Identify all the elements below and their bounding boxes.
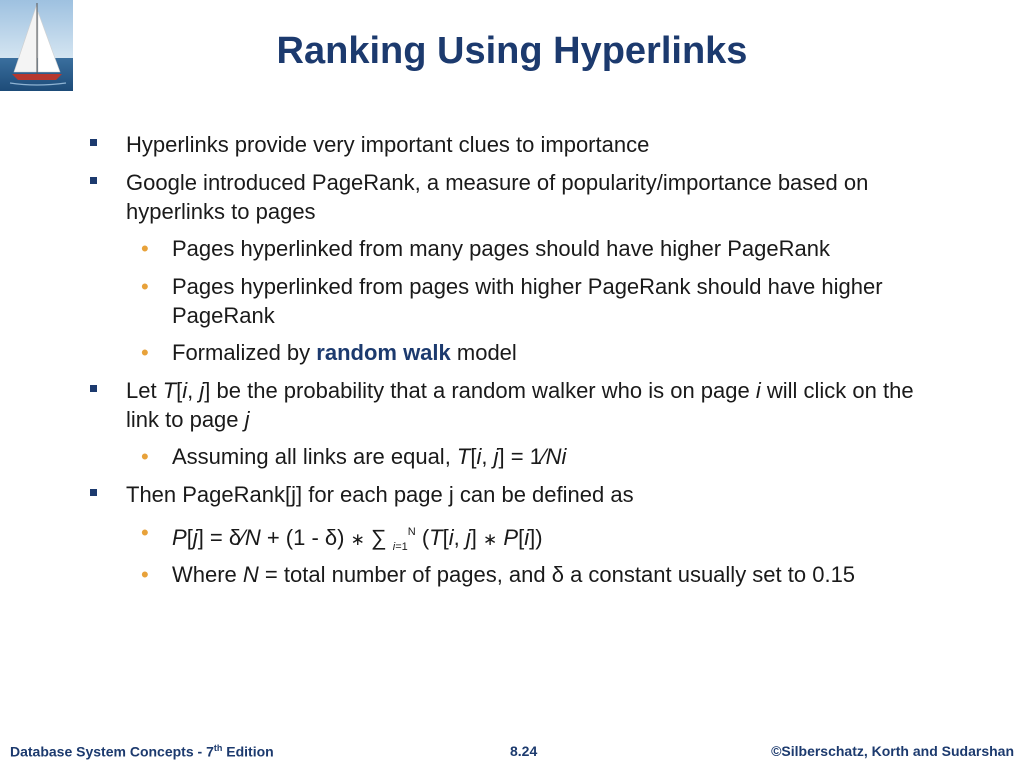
subbullet-text: Pages hyperlinked from pages with higher PageRank should have higher PageRank <box>172 274 883 328</box>
bullet-text: Hyperlinks provide very important clues to importance <box>126 132 650 157</box>
math-P: P <box>503 525 519 550</box>
math-i: i <box>476 444 482 469</box>
text-part: , <box>453 525 466 550</box>
math-i: i <box>182 378 188 403</box>
bullet-hyperlinks-clues <box>126 130 946 159</box>
sum-upper-bound: N <box>407 526 416 538</box>
bullet-transition-probability <box>126 376 946 434</box>
text-part: will click on the link to page <box>126 378 914 432</box>
text-part: , <box>481 444 494 469</box>
math-i: i <box>755 378 761 403</box>
text-part: , <box>187 378 200 403</box>
fraction-slash: ⁄ <box>541 444 546 469</box>
text-part: ] <box>470 525 483 550</box>
bullet-text: Then PageRank[j] for each page j can be defined as <box>126 482 634 507</box>
footer-slide-number: 8.24 <box>510 743 538 759</box>
text-part: + (1 - δ) <box>260 525 351 550</box>
footer-text: Database System Concepts - 7 <box>10 743 214 760</box>
square-bullet-icon <box>90 139 97 146</box>
subbullet-equal-links <box>141 442 942 471</box>
round-bullet-icon: • <box>141 236 149 261</box>
text-part: ] = δ <box>197 525 242 550</box>
subbullet-higher-pagerank <box>141 272 942 330</box>
text-part: [ <box>186 525 193 550</box>
text-part: [ <box>470 444 477 469</box>
sum-symbol: ∑ <box>364 525 393 550</box>
footer-copyright: ©Silberschatz, Korth and Sudarshan <box>771 743 1014 759</box>
text-part: ] = 1 <box>498 444 542 469</box>
square-bullet-icon <box>90 177 97 184</box>
multiply-operator: ∗ <box>483 530 498 549</box>
round-bullet-icon: • <box>141 444 149 469</box>
subbullet-pagerank-formula <box>141 518 942 562</box>
text-part: Assuming all links are equal, <box>172 444 457 469</box>
sum-index: i <box>392 541 396 553</box>
math-N: N <box>244 525 261 550</box>
math-j: j <box>493 444 499 469</box>
bullet-text: Google introduced PageRank, a measure of popularity/importance based on hyperlinks to pages <box>126 170 869 224</box>
math-T: T <box>429 525 443 550</box>
math-P: P <box>172 525 187 550</box>
text-part: ( <box>415 525 430 550</box>
math-Ni: Ni <box>545 444 567 469</box>
random-walk-emphasis: random walk <box>316 340 451 365</box>
footer-book-title <box>10 743 274 763</box>
math-i: i <box>524 525 530 550</box>
math-j: j <box>192 525 198 550</box>
text-part: ]) <box>529 525 543 550</box>
subbullet-random-walk <box>141 338 942 367</box>
bullet-google-pagerank <box>126 168 946 226</box>
square-bullet-icon <box>90 489 97 496</box>
math-i: i <box>448 525 454 550</box>
text-part: [ <box>176 378 183 403</box>
math-T: T <box>162 378 177 403</box>
text-part: Where <box>172 562 243 587</box>
math-j: j <box>244 407 250 432</box>
math-N: N <box>242 562 259 587</box>
round-bullet-icon: • <box>141 520 149 545</box>
round-bullet-icon: • <box>141 340 149 365</box>
text-part: = total number of pages, and δ a constant usually set to 0.15 <box>258 562 856 587</box>
subbullet-text: Formalized by <box>172 340 317 365</box>
text-part: [ <box>518 525 525 550</box>
math-j: j <box>199 378 205 403</box>
subbullet-text: model <box>450 340 517 365</box>
text-part: ] be the probability that a random walker who is on page <box>204 378 756 403</box>
footer-superscript: th <box>213 743 223 753</box>
round-bullet-icon: • <box>141 274 149 299</box>
slide-title: Ranking Using Hyperlinks <box>276 30 748 72</box>
fraction-slash: ⁄ <box>241 525 245 550</box>
math-j: j <box>465 525 471 550</box>
math-T: T <box>456 444 471 469</box>
round-bullet-icon: • <box>141 562 149 587</box>
footer-text: Edition <box>222 743 274 760</box>
text-part: Let <box>126 378 163 403</box>
sum-lower-bound: =1 <box>395 541 408 553</box>
text-part: [ <box>442 525 449 550</box>
bullet-pagerank-definition <box>126 480 946 509</box>
subbullet-many-pages <box>141 234 942 263</box>
square-bullet-icon <box>90 385 97 392</box>
multiply-operator: ∗ <box>350 530 365 549</box>
subbullet-where-n <box>141 560 942 589</box>
subbullet-text: Pages hyperlinked from many pages should have higher PageRank <box>172 236 830 261</box>
